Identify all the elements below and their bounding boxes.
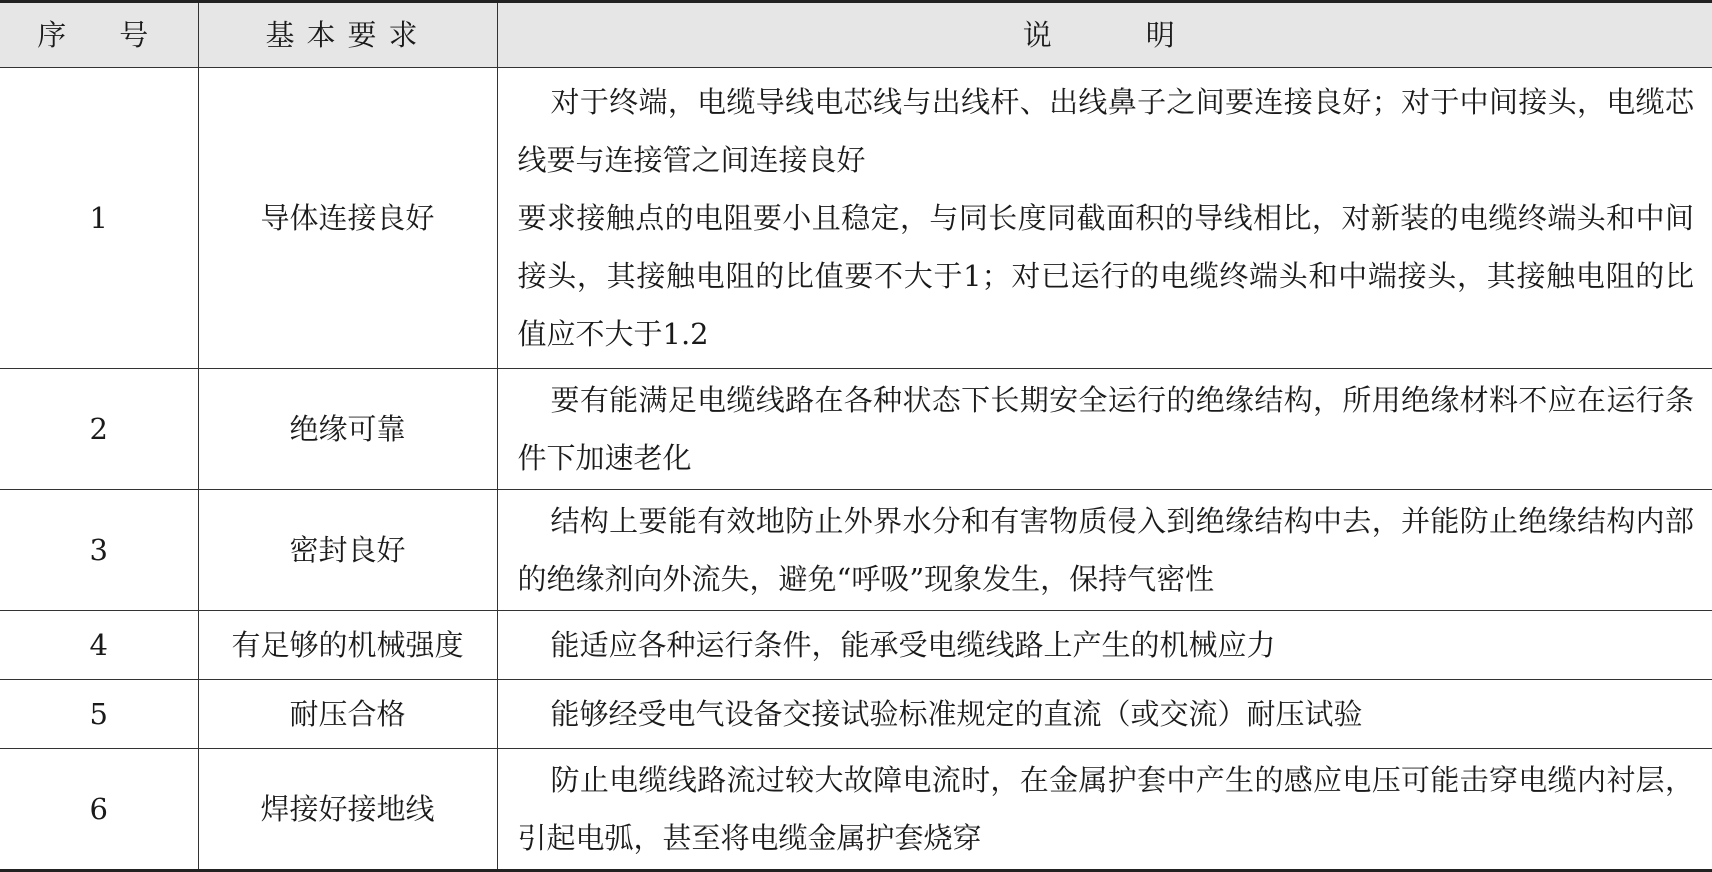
row-description (497, 749, 1712, 871)
header-number: 序 号 (0, 2, 198, 68)
header-description: 说 明 (497, 2, 1712, 68)
row-requirement: 导体连接良好 (198, 68, 497, 369)
row-number: 2 (0, 369, 198, 490)
row-description (497, 369, 1712, 490)
row-requirement: 焊接好接地线 (198, 749, 497, 871)
row-number: 6 (0, 749, 198, 871)
row-requirement: 绝缘可靠 (198, 369, 497, 490)
description-paragraph: 要求接触点的电阻要小且稳定，与同长度同截面积的导线相比，对新装的电缆终端头和中间接头，其接触电阻的比值要不大于1；对已运行的电缆终端头和中端接头，其接触电阻的比值应不大于1.2 (517, 201, 1694, 351)
table-row (0, 680, 1712, 749)
description-paragraph: 防止电缆线路流过较大故障电流时，在金属护套中产生的感应电压可能击穿电缆内衬层，引起电弧，甚至将电缆金属护套烧穿 (517, 763, 1694, 855)
row-description (497, 68, 1712, 369)
row-number: 3 (0, 490, 198, 611)
table-row (0, 611, 1712, 680)
row-number: 5 (0, 680, 198, 749)
table-header-row (0, 2, 1712, 68)
row-requirement: 耐压合格 (198, 680, 497, 749)
row-description (497, 680, 1712, 749)
row-description (497, 611, 1712, 680)
description-paragraph: 能适应各种运行条件，能承受电缆线路上产生的机械应力 (550, 628, 1276, 662)
description-paragraph: 能够经受电气设备交接试验标准规定的直流（或交流）耐压试验 (550, 697, 1363, 731)
table-row (0, 68, 1712, 369)
description-paragraph: 对于终端，电缆导线电芯线与出线杆、出线鼻子之间要连接良好；对于中间接头，电缆芯线要与连接管之间连接良好 (517, 85, 1694, 177)
row-requirement: 有足够的机械强度 (198, 611, 497, 680)
row-number: 1 (0, 68, 198, 369)
header-requirement: 基本要求 (198, 2, 497, 68)
table-row (0, 749, 1712, 871)
description-paragraph: 要有能满足电缆线路在各种状态下长期安全运行的绝缘结构，所用绝缘材料不应在运行条件下加速老化 (517, 383, 1694, 475)
description-paragraph: 结构上要能有效地防止外界水分和有害物质侵入到绝缘结构中去，并能防止绝缘结构内部的绝缘剂向外流失，避免“呼吸”现象发生，保持气密性 (517, 504, 1694, 596)
row-number: 4 (0, 611, 198, 680)
table-row (0, 369, 1712, 490)
table-row (0, 490, 1712, 611)
row-description (497, 490, 1712, 611)
row-requirement: 密封良好 (198, 490, 497, 611)
